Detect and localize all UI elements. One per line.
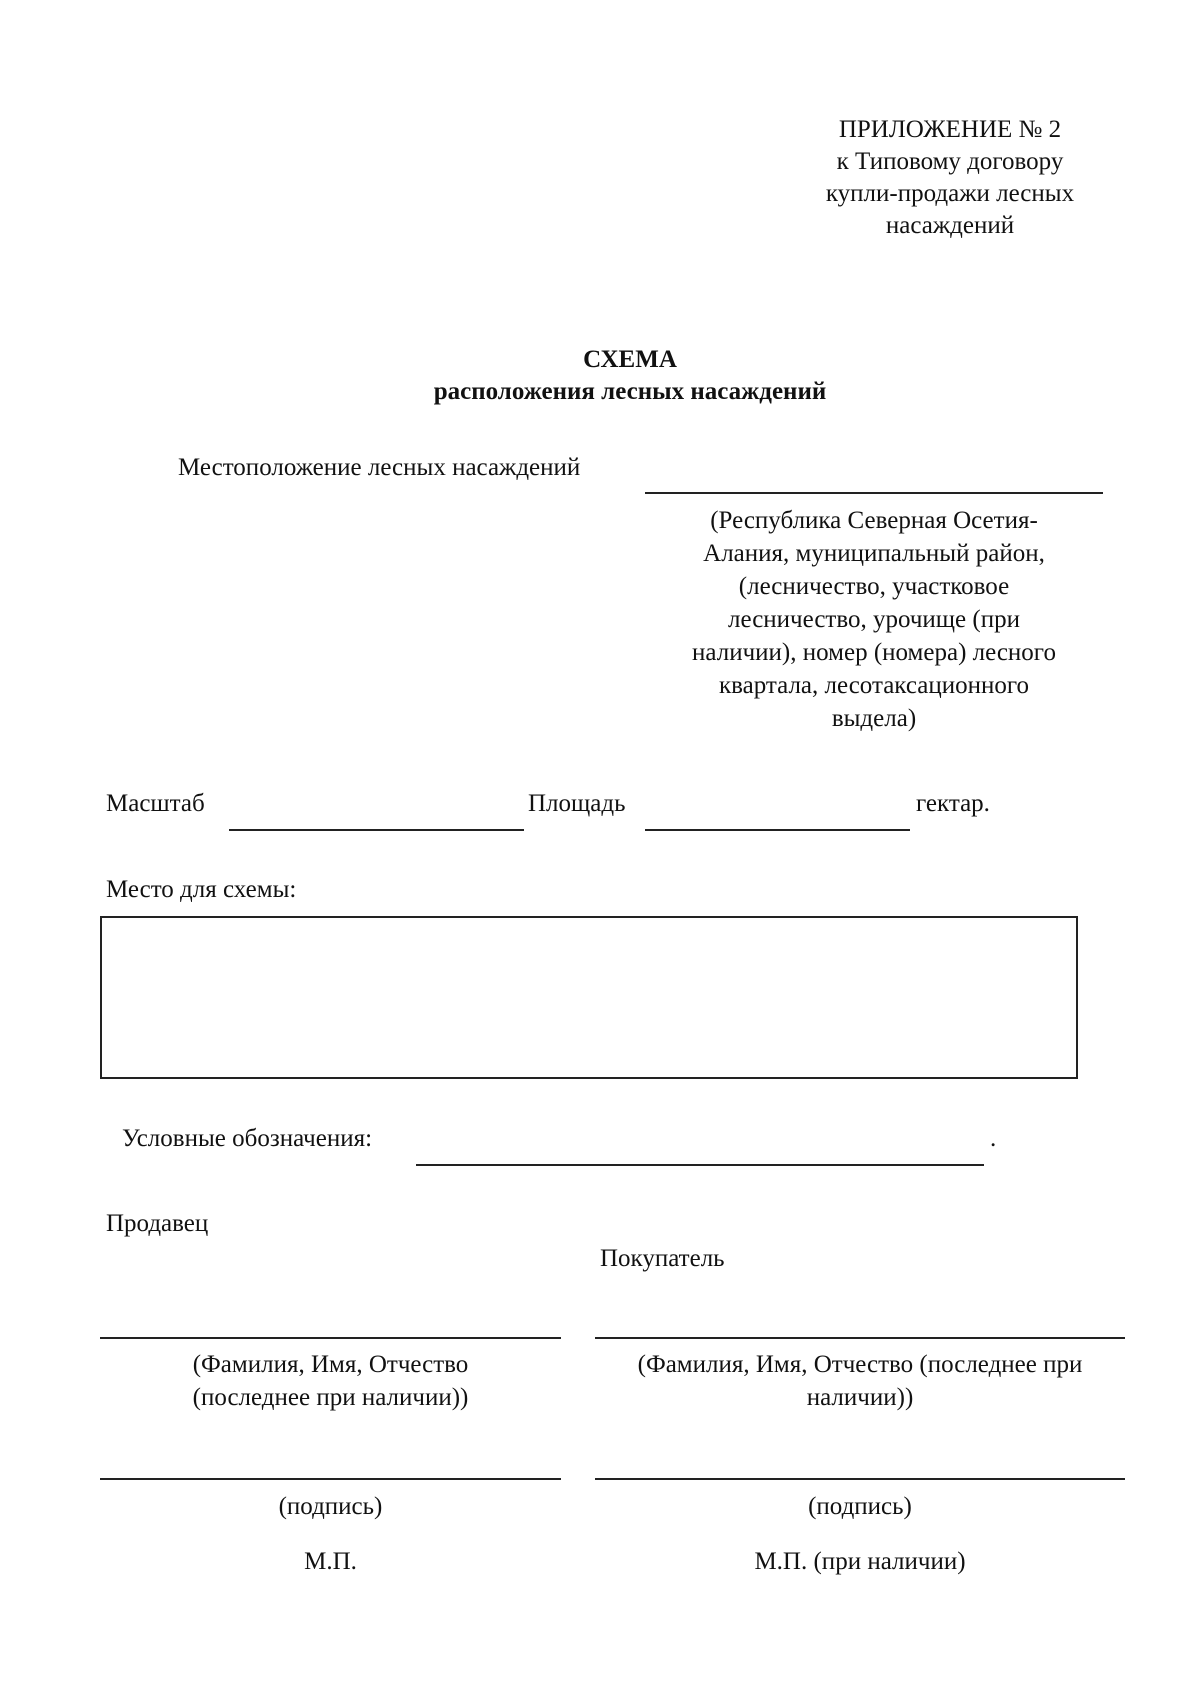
seller-label: Продавец xyxy=(106,1210,209,1237)
buyer-signature-hint: (подпись) xyxy=(808,1493,912,1520)
scale-field-line[interactable] xyxy=(229,829,524,831)
legend-label: Условные обозначения: xyxy=(122,1125,373,1152)
appendix-ref-line-3: насаждений xyxy=(885,212,1015,239)
location-label: Местоположение лесных насаждений xyxy=(178,454,581,481)
buyer-signature-line[interactable] xyxy=(595,1478,1125,1480)
location-hint-line: наличии), номер (номера) лесного xyxy=(692,639,1056,666)
buyer-name-hint: (Фамилия, Имя, Отчество (последнее при xyxy=(637,1351,1083,1378)
document-subtitle: расположения лесных насаждений xyxy=(433,378,827,405)
location-hint-line: квартала, лесотаксационного xyxy=(719,672,1029,699)
seller-signature-line[interactable] xyxy=(100,1478,561,1480)
seller-stamp: М.П. xyxy=(304,1548,357,1575)
seller-name-hint: (Фамилия, Имя, Отчество xyxy=(192,1351,469,1378)
appendix-number: ПРИЛОЖЕНИЕ № 2 xyxy=(838,116,1062,143)
area-field-line[interactable] xyxy=(645,829,910,831)
location-field-line[interactable] xyxy=(645,492,1103,494)
buyer-name-line[interactable] xyxy=(595,1337,1125,1339)
location-hint-line: (Республика Северная Осетия- xyxy=(710,507,1038,534)
location-hint-line: лесничество, урочище (при xyxy=(728,606,1020,633)
buyer-name-hint: наличии)) xyxy=(806,1384,914,1411)
location-hint-line: Алания, муниципальный район, xyxy=(703,540,1045,567)
buyer-label: Покупатель xyxy=(600,1245,725,1272)
appendix-ref-line-1: к Типовому договору xyxy=(836,148,1064,175)
scheme-label: Место для схемы: xyxy=(106,876,297,903)
location-hint-line: (лесничество, участковое xyxy=(738,573,1010,600)
legend-end-period: . xyxy=(990,1125,997,1152)
area-unit: гектар. xyxy=(916,790,990,817)
location-hint-line: выдела) xyxy=(831,705,917,732)
appendix-ref-line-2: купли-продажи лесных xyxy=(825,180,1075,207)
seller-name-hint: (последнее при наличии)) xyxy=(192,1384,469,1411)
buyer-stamp: М.П. (при наличии) xyxy=(754,1548,966,1575)
area-label: Площадь xyxy=(528,790,626,817)
seller-signature-hint: (подпись) xyxy=(278,1493,383,1520)
seller-name-line[interactable] xyxy=(100,1337,561,1339)
legend-field-line[interactable] xyxy=(416,1164,984,1166)
scale-label: Масштаб xyxy=(106,790,205,817)
scheme-drawing-area[interactable] xyxy=(100,916,1078,1079)
document-title: СХЕМА xyxy=(583,346,677,373)
